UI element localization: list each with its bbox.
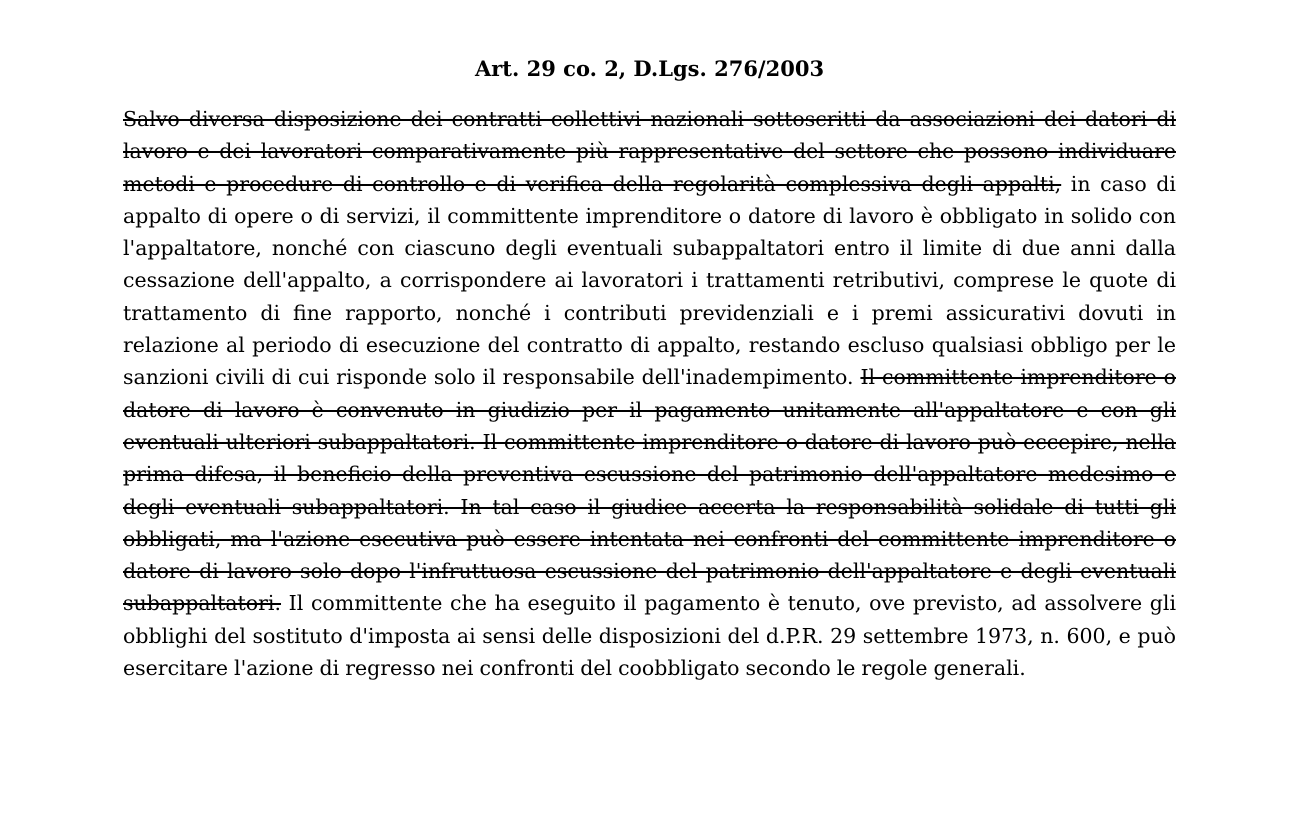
deleted-text-segment: Salvo diversa disposizione dei contratti collettivi nazionali sottoscritti da associazioni dei datori di lavoro e dei lavoratori comparativamente più rappresentative del settore che possono individuare metodi e procedure di controllo e di verifica della regolarità complessiva degli appalti, [123,107,1176,196]
current-text-segment: in caso di appalto di opere o di servizi, il committente imprenditore o datore di lavoro è obbligato in solido con l'appaltatore, nonché con ciascuno degli eventuali subappaltatori entro il limite di due anni dalla cessazione dell'appalto, a corrispondere ai lavoratori i trattamenti retributivi, comprese le quote di trattamento di fine rapporto, nonché i contributi previdenziali e i premi assicurativi dovuti in relazione al periodo di esecuzione del contratto di appalto, restando escluso qualsiasi obbligo per le sanzioni civili di cui risponde solo il responsabile dell'inadempimento. [123,171,1176,390]
document-page [123,56,1176,684]
article-paragraph [123,103,1176,684]
article-title: Art. 29 co. 2, D.Lgs. 276/2003 [474,56,825,81]
current-text-segment: Il committente che ha eseguito il pagamento è tenuto, ove previsto, ad assolvere gli obblighi del sostituto d'imposta ai sensi delle disposizioni del d.P.R. 29 settembre 1973, n. 600, e può esercitare l'azione di regresso nei confronti del coobbligato secondo le regole generali. [123,591,1176,681]
deleted-text-segment: Il committente imprenditore o datore di lavoro è convenuto in giudizio per il pagamento unitamente all'appaltatore e con gli eventuali ulteriori subappaltatori. Il committente imprenditore o datore di lavoro può eccepire, nella prima difesa, il beneficio della preventiva escussione del patrimonio dell'appaltatore medesimo e degli eventuali subappaltatori. In tal caso il giudice accerta la responsabilità solidale di tutti gli obbligati, ma l'azione esecutiva può essere intentata nei confronti del committente imprenditore o datore di lavoro solo dopo l'infruttuosa escussione del patrimonio dell'appaltatore e degli eventuali subappaltatori. [123,365,1176,616]
